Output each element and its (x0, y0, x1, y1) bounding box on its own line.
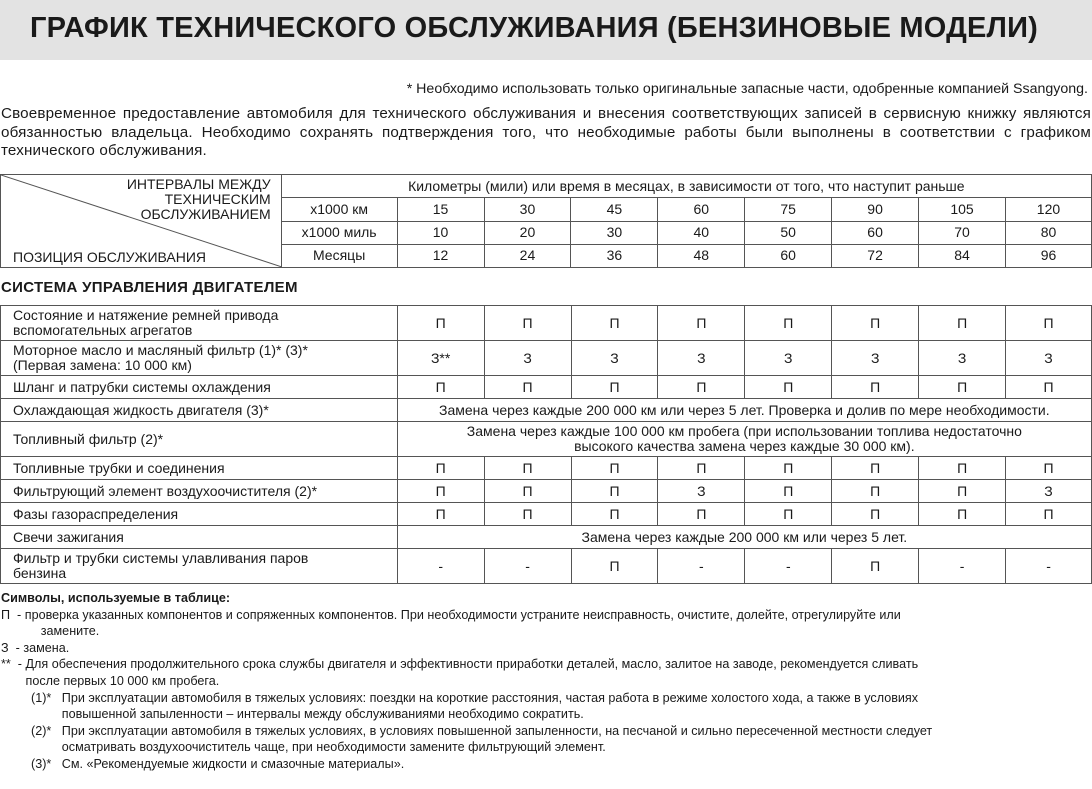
item-name: Топливный фильтр (2)* (1, 422, 398, 457)
table-row: Фильтр и трубки системы улавливания паров бензина - - П - - П - - (1, 549, 1092, 584)
item-name: Моторное масло и масляный фильтр (1)* (3)* (Первая замена: 10 000 км) (1, 341, 398, 376)
span-note: Замена через каждые 100 000 км пробега (при использовании топлива недостаточно высокого качества замена через каждые 30 000 км). (397, 422, 1091, 457)
table-row: Шланг и патрубки системы охлаждения П П П П П П П П (1, 376, 1092, 399)
legend-entry: П - проверка указанных компонентов и сопряженных компонентов. При необходимости устраните неисправность, очистите, долейте, отрегулируйте или замените. (1, 607, 901, 639)
diagonal-header-cell (1, 175, 282, 268)
table-row: Топливные трубки и соединения П П П П П П П П (1, 457, 1092, 480)
item-name: Охлаждающая жидкость двигателя (3)* (1, 399, 398, 422)
table-row (1, 399, 1092, 422)
title-banner (0, 0, 1092, 60)
legend-entry: З - замена. (1, 640, 70, 655)
legend-title: Символы, используемые в таблице: (1, 591, 231, 605)
interval-header-table (0, 174, 1092, 268)
table-row (1, 422, 1092, 457)
maintenance-items-table (0, 305, 1092, 584)
span-note: Замена через каждые 200 000 км или через 5 лет. Проверка и долив по мере необходимости. (397, 399, 1091, 422)
item-name: Фильтр и трубки системы улавливания паров бензина (1, 549, 398, 584)
miles-row: x1000 миль 10 20 30 40 50 60 70 80 (1, 221, 1092, 244)
item-name: Состояние и натяжение ремней привода вспомогательных агрегатов (1, 306, 398, 341)
table-row: Фазы газораспределения П П П П П П П П (1, 503, 1092, 526)
legend-entry: (3)* См. «Рекомендуемые жидкости и смазочные материалы». (31, 756, 405, 771)
intervals-label: ИНТЕРВАЛЫ МЕЖДУ ТЕХНИЧЕСКИМ ОБСЛУЖИВАНИЕМ (126, 176, 271, 222)
table-row: Моторное масло и масляный фильтр (1)* (3)* (Первая замена: 10 000 км) З** З З З З З З З (1, 341, 1092, 376)
legend-entry: (2)* При эксплуатации автомобиля в тяжелых условиях, в условиях повышенной запыленности, на песчаной и сильно пересеченной местности следует осматривать воздухоочиститель чаще, при необходимости замените фильтрующий элемент. (31, 723, 933, 755)
item-name: Топливные трубки и соединения (1, 457, 398, 480)
table-row: Фильтрующий элемент воздухоочистителя (2)* П П П З П П П З (1, 480, 1092, 503)
section-title: СИСТЕМА УПРАВЛЕНИЯ ДВИГАТЕЛЕМ (1, 279, 298, 296)
item-name: Шланг и патрубки системы охлаждения (1, 376, 398, 399)
legend-entry: ** - Для обеспечения продолжительного срока службы двигателя и эффективности приработки деталей, масло, залитое на заводе, рекомендуется сливать после первых 10 000 км пробега. (1, 657, 919, 688)
intro-paragraph: Своевременное предоставление автомобиля для технического обслуживания и внесения соответствующих записей в сервисную книжку являются обязанностью владельца. Необходимо сохранять подтверждения того, что необходимые работы были выполнены в соответствии с графиком технического обслуживания. (1, 105, 1091, 159)
table-row: Состояние и натяжение ремней привода вспомогательных агрегатов П П П П П П П П (1, 306, 1092, 341)
service-item-label: ПОЗИЦИЯ ОБСЛУЖИВАНИЯ (13, 249, 207, 265)
interval-span-label: Километры (мили) или время в месяцах, в зависимости от того, что наступит раньше (281, 175, 1091, 198)
km-row: x1000 км 15 30 45 60 75 90 105 120 (1, 198, 1092, 221)
span-note: Замена через каждые 200 000 км или через 5 лет. (397, 526, 1091, 549)
item-name: Фильтрующий элемент воздухоочистителя (2)* (1, 480, 398, 503)
parts-note: * Необходимо использовать только оригинальные запасные части, одобренные компанией Ssangyong. (406, 81, 1088, 97)
table-row (1, 526, 1092, 549)
legend-entry: (1)* При эксплуатации автомобиля в тяжелых условиях: поездки на короткие расстояния, частая работа в режиме холостого хода, а также в условиях повышенной запыленности – интервалы между обслуживаниями необходимо сократить. (31, 690, 919, 722)
item-name: Свечи зажигания (1, 526, 398, 549)
page-title: ГРАФИК ТЕХНИЧЕСКОГО ОБСЛУЖИВАНИЯ (БЕНЗИНОВЫЕ МОДЕЛИ) (30, 12, 1039, 44)
symbols-legend (1, 590, 1091, 773)
item-name: Фазы газораспределения (1, 503, 398, 526)
months-row: Месяцы 12 24 36 48 60 72 84 96 (1, 244, 1092, 267)
